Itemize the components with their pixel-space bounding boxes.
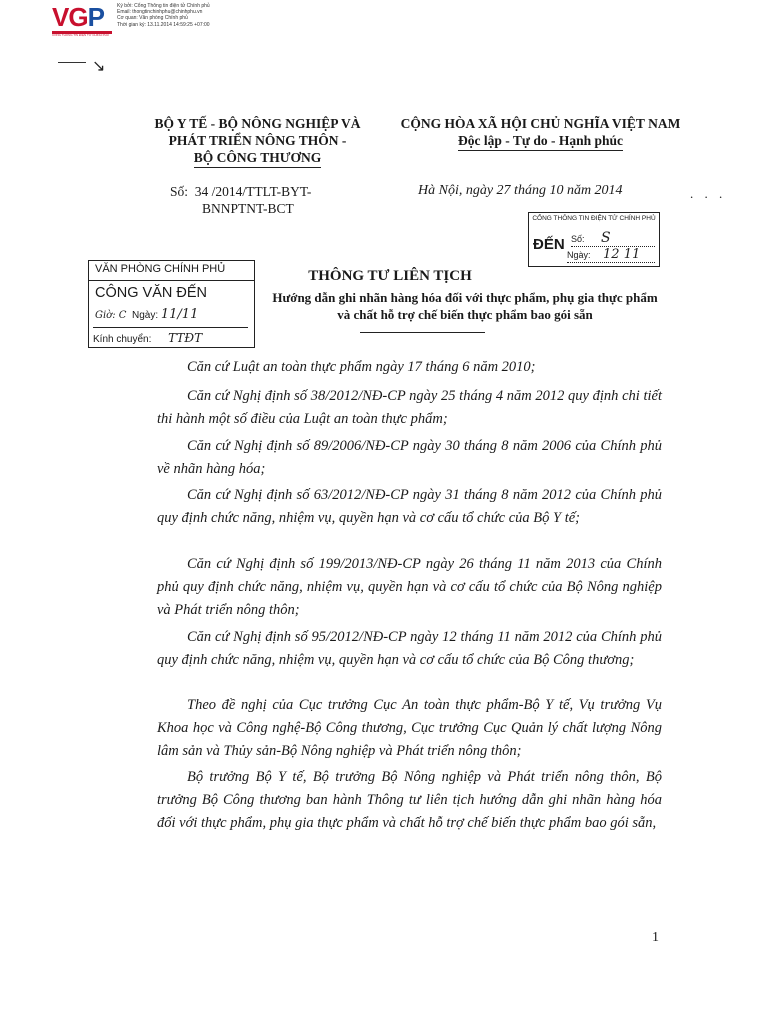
portal-stamp-so xyxy=(571,230,655,247)
national-title xyxy=(388,115,693,151)
preamble-paragraph: Căn cứ Nghị định số 199/2013/NĐ-CP ngày 26 tháng 11 năm 2013 của Chính phủ quy định chức năng, nhiệm vụ, quyền hạn và cơ cấu tổ chức của Bộ Nông nghiệp và Phát triển nông thôn; xyxy=(157,556,662,618)
office-stamp-time-line xyxy=(95,307,245,322)
portal-stamp-so-label: Số: xyxy=(571,234,585,244)
agency-line-1: BỘ Y TẾ - BỘ NÔNG NGHIỆP VÀ xyxy=(154,116,361,131)
document-number xyxy=(170,183,311,217)
portal-stamp-ngay-label: Ngày: xyxy=(567,250,591,260)
national-motto: Độc lập - Tự do - Hạnh phúc xyxy=(458,132,623,151)
signature-agency: Cơ quan: Văn phòng Chính phủ xyxy=(117,15,188,22)
portal-stamp-so-value: S xyxy=(601,230,611,246)
preamble-paragraph: Căn cứ Nghị định số 38/2012/NĐ-CP ngày 25 tháng 4 năm 2012 quy định chi tiết thi hành một số điều của Luật an toàn thực phẩm; xyxy=(157,388,662,427)
country-name: CỘNG HÒA XÃ HỘI CHỦ NGHĨA VIỆT NAM xyxy=(400,116,681,131)
office-stamp-forward-line xyxy=(93,327,248,345)
title-underline xyxy=(360,332,485,333)
subject-line-1: Hướng dẫn ghi nhãn hàng hóa đối với thực phẩm, phụ gia thực phẩm xyxy=(272,290,658,305)
place-date: Hà Nội, ngày 27 tháng 10 năm 2014 xyxy=(418,183,623,198)
scan-hook-mark: ↘ xyxy=(92,58,106,75)
doc-number-line2: BNNPTNT-BCT xyxy=(202,201,294,216)
preamble-paragraph: Theo đề nghị của Cục trưởng Cục An toàn thực phẩm-Bộ Y tế, Vụ trưởng Vụ Khoa học và Công nghệ-Bộ Công thương, Cục trưởng Cục Quản lý chất lượng Nông lâm sản và Thủy sản-Bộ Nông nghiệp và Phát triển nông thôn; xyxy=(157,697,662,759)
document-type-title: THÔNG TƯ LIÊN TỊCH xyxy=(308,268,472,284)
portal-stamp-ngay-value: 12 11 xyxy=(603,247,641,262)
preamble-paragraph: Căn cứ Nghị định số 95/2012/NĐ-CP ngày 12 tháng 11 năm 2012 của Chính phủ quy định chức năng, nhiệm vụ, quyền hạn và cơ cấu tổ chức của Bộ Công thương; xyxy=(157,629,662,668)
preamble-paragraph: Bộ trưởng Bộ Y tế, Bộ trưởng Bộ Nông nghiệp và Phát triển nông thôn, Bộ trưởng Bộ Công thương ban hành Thông tư liên tịch hướng dẫn ghi nhãn hàng hóa đối với thực phẩm, phụ gia thực phẩm và chất hỗ trợ chế biến thực phẩm bao gói sẵn, xyxy=(157,769,662,831)
office-stamp-chuyen-value: TTĐT xyxy=(168,331,203,345)
office-stamp-ngay-label: Ngày: xyxy=(131,310,159,321)
logo-text-vg: VG xyxy=(52,2,88,32)
portal-stamp-title: CỔNG THÔNG TIN ĐIỆN TỬ CHÍNH PHỦ xyxy=(532,215,656,222)
digital-signature-block xyxy=(117,3,210,28)
office-stamp-heading: CÔNG VĂN ĐẾN xyxy=(95,285,207,301)
portal-stamp-den: ĐẾN xyxy=(533,236,565,253)
portal-stamp-ngay xyxy=(567,247,655,263)
agency-line-2: PHÁT TRIỂN NÔNG THÔN - xyxy=(168,133,347,148)
signature-time: Thời gian ký: 13.11.2014 14:59:25 +07:00 xyxy=(117,21,210,28)
signature-email: Email: thongtinchinhphu@chinhphu.vn xyxy=(117,9,203,16)
office-stamp-title: VĂN PHÒNG CHÍNH PHỦ xyxy=(89,261,254,281)
portal-arrival-stamp xyxy=(528,212,660,267)
agency-line-3: BỘ CÔNG THƯƠNG xyxy=(194,149,322,168)
scan-dash-mark xyxy=(58,62,86,63)
subject-line-2: và chất hỗ trợ chế biến thực phẩm bao gói sẵn xyxy=(337,307,593,322)
preamble-paragraph: Căn cứ Nghị định số 63/2012/NĐ-CP ngày 31 tháng 8 năm 2012 của Chính phủ quy định chức năng, nhiệm vụ, quyền hạn và cơ cấu tổ chức của Bộ Y tế; xyxy=(157,487,662,526)
dateline-dots: . . . xyxy=(690,186,727,201)
issuing-agency xyxy=(130,115,385,168)
office-stamp-gio: Giờ: C xyxy=(95,310,127,321)
preamble-paragraph: Căn cứ Nghị định số 89/2006/NĐ-CP ngày 30 tháng 8 năm 2006 của Chính phủ về nhãn hàng hóa; xyxy=(157,438,662,477)
office-stamp-chuyen-label: Kính chuyển: xyxy=(93,334,152,345)
signature-signer: Ký bởi: Cổng Thông tin điện tử Chính phủ xyxy=(117,3,210,9)
logo-tagline: CỔNG THÔNG TIN ĐIỆN TỬ CHÍNH PHỦ xyxy=(52,33,109,37)
vgp-logo xyxy=(52,2,112,37)
page-number: 1 xyxy=(652,930,659,945)
doc-number-line1: 34 /2014/TTLT-BYT- xyxy=(194,184,312,199)
document-subject xyxy=(255,289,675,323)
office-stamp-ngay-value: 11/11 xyxy=(160,307,199,322)
logo-text-p: P xyxy=(87,2,104,32)
doc-number-label: Số: xyxy=(170,184,189,199)
preamble-paragraph: Căn cứ Luật an toàn thực phẩm ngày 17 tháng 6 năm 2010; xyxy=(187,359,536,375)
